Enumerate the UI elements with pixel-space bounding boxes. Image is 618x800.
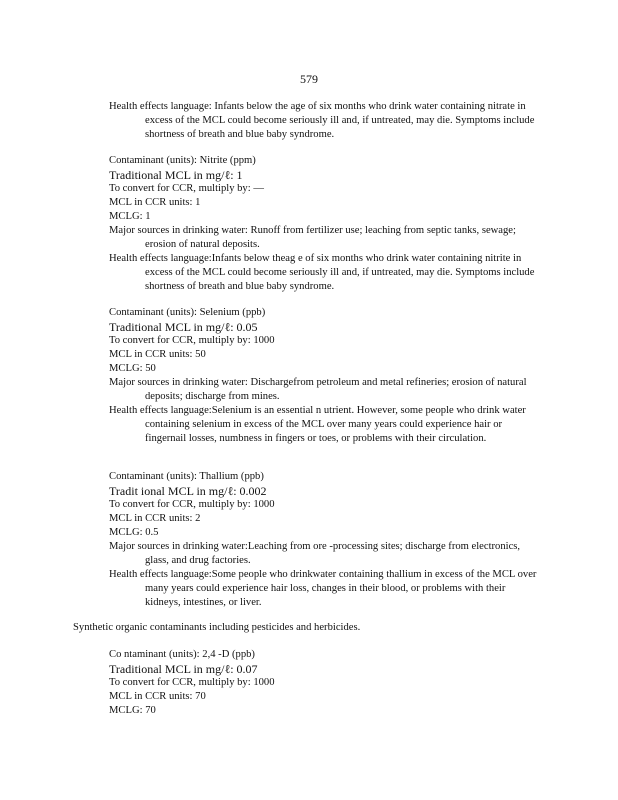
section-title: Synthetic organic contaminants including pesticides and herbicides.: [73, 622, 361, 633]
health-effects-text: Health effects language: Infants below the age of six months who drink water containing nitrate in excess of the MCL could become seriously ill and, if untreated, may die. Symptoms include shortness of breath and blue baby syndrome.: [109, 101, 535, 140]
d24-entry: [109, 648, 541, 718]
health-effects-text: Health effects language:Some people who drinkwater containing thallium in excess of the MCL over many years could experience hair loss, changes in their blood, or problems with their kidneys, intestines, or liver.: [109, 569, 537, 608]
major-sources: Major sources in drinking water: Dischargefrom petroleum and metal refineries; erosion of natural deposits; discharge from mines.: [109, 377, 527, 402]
intro-block: [109, 100, 541, 142]
convert-factor: To convert for CCR, multiply by: —: [109, 183, 264, 194]
contaminant-label: Contaminant (units): Selenium (ppb): [109, 307, 266, 318]
major-sources: Major sources in drinking water:Leaching from ore -processing sites; discharge from electronics, glass, and drug factories.: [109, 541, 521, 566]
contaminant-label: Contaminant (units): Nitrite (ppm): [109, 155, 256, 166]
mcl-ccr: MCL in CCR units: 70: [109, 691, 206, 702]
selenium-entry: [109, 306, 541, 446]
contaminant-label: Co ntaminant (units): 2,4 -D (ppb): [109, 649, 255, 660]
thallium-entry: [109, 470, 541, 610]
health-effects-text: Health effects language:Selenium is an essential n utrient. However, some people who drink water containing selenium in excess of the MCL over many years could experience hair or fingernail losses, numbness in fingers or toes, or problems with their circulation.: [109, 405, 526, 444]
mclg: MCLG: 1: [109, 211, 151, 222]
contaminant-label: Contaminant (units): Thallium (ppb): [109, 471, 264, 482]
mcl-ccr: MCL in CCR units: 50: [109, 349, 206, 360]
mclg: MCLG: 70: [109, 705, 156, 716]
mclg: MCLG: 50: [109, 363, 156, 374]
traditional-mcl: Traditional MCL in mg/ℓ: 0.05: [109, 320, 258, 334]
traditional-mcl: Traditional MCL in mg/ℓ: 1: [109, 168, 243, 182]
mcl-ccr: MCL in CCR units: 1: [109, 197, 201, 208]
mcl-ccr: MCL in CCR units: 2: [109, 513, 201, 524]
nitrite-entry: [109, 154, 541, 294]
convert-factor: To convert for CCR, multiply by: 1000: [109, 335, 275, 346]
convert-factor: To convert for CCR, multiply by: 1000: [109, 677, 275, 688]
health-effects-text: Health effects language:Infants below theag e of six months who drink water containing nitrite in excess of the MCL could become seriously ill and, if untreated, may die. Symptoms include shortness of breath and blue baby syndrome.: [109, 253, 535, 292]
major-sources: Major sources in drinking water: Runoff from fertilizer use; leaching from septic tanks, sewage; erosion of natural deposits.: [109, 225, 516, 250]
traditional-mcl: Traditional MCL in mg/ℓ: 0.07: [109, 662, 258, 676]
convert-factor: To convert for CCR, multiply by: 1000: [109, 499, 275, 510]
traditional-mcl: Tradit ional MCL in mg/ℓ: 0.002: [109, 484, 267, 498]
page-number: 579: [300, 72, 318, 86]
mclg: MCLG: 0.5: [109, 527, 159, 538]
